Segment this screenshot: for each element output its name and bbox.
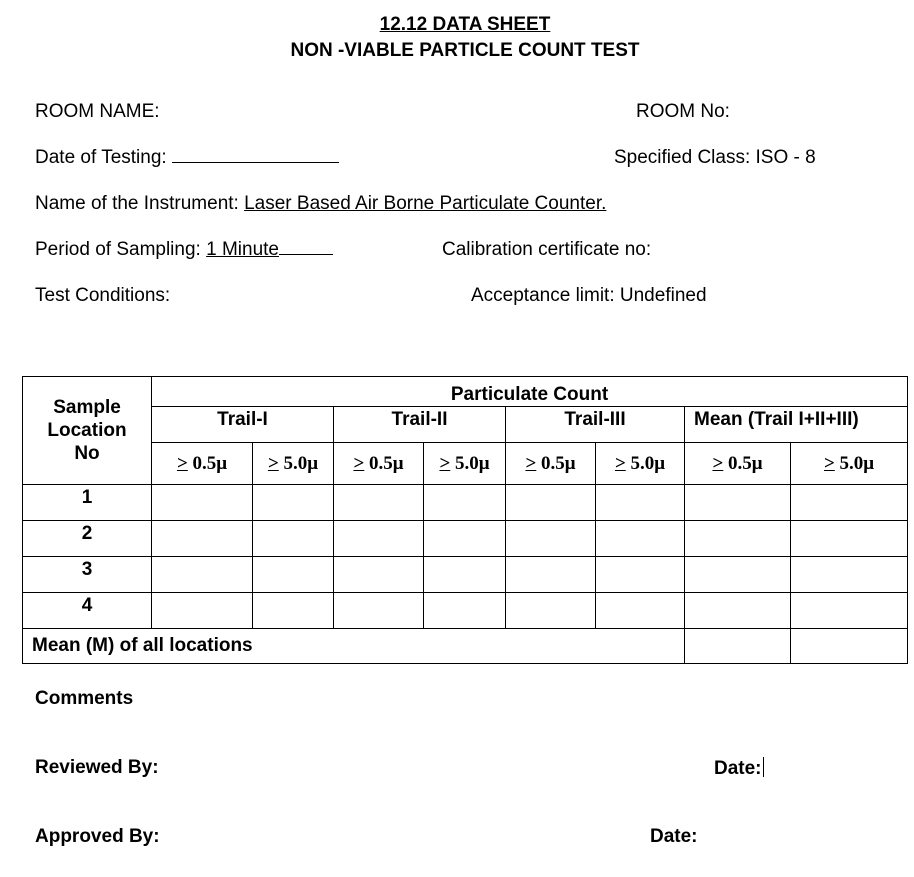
trail-2-size-50: > 5.0μ [424,443,506,485]
count-cell[interactable] [506,521,596,557]
review-date-field[interactable] [714,757,764,780]
calibration-label: Calibration certificate no: [442,239,652,260]
acceptance-limit-label: Acceptance limit: Undefined [471,285,707,306]
location-number: 4 [23,593,152,629]
review-date-label: Date: [714,758,762,779]
count-cell[interactable] [424,485,506,521]
count-cell[interactable] [685,521,791,557]
count-cell[interactable] [596,521,685,557]
location-number: 1 [23,485,152,521]
count-cell[interactable] [791,557,908,593]
count-cell[interactable] [685,593,791,629]
document-subtitle: NON -VIABLE PARTICLE COUNT TEST [290,40,640,61]
count-cell[interactable] [506,557,596,593]
date-of-testing-field [35,147,339,169]
comments-label: Comments [35,688,134,709]
particulate-count-header: Particulate Count [152,377,908,407]
count-cell[interactable] [685,557,791,593]
count-cell[interactable] [791,521,908,557]
document-title: 12.12 DATA SHEET [379,14,551,35]
reviewed-by-label: Reviewed By: [35,757,159,778]
text-cursor [763,757,764,777]
count-cell[interactable] [596,485,685,521]
mean-cell[interactable] [685,629,791,664]
specified-class-field [614,147,816,169]
room-name-label: ROOM NAME: [35,101,160,122]
table-row [23,521,908,557]
count-cell[interactable] [424,557,506,593]
count-cell[interactable] [152,485,253,521]
mean-size-05: > 0.5μ [685,443,791,485]
location-number: 3 [23,557,152,593]
mean-trail-header: Mean (Trail I+II+III) [685,407,908,443]
count-cell[interactable] [334,521,424,557]
trail-3-size-50: > 5.0μ [596,443,685,485]
period-of-sampling-label: Period of Sampling: [35,239,201,260]
count-cell[interactable] [791,593,908,629]
period-of-sampling-blank[interactable] [279,254,333,255]
count-cell[interactable] [152,593,253,629]
count-cell[interactable] [334,593,424,629]
mean-row [23,629,908,664]
period-of-sampling-field [35,239,333,261]
table-row [23,557,908,593]
particle-count-table [22,376,908,664]
sample-location-header: Sample Location No [23,377,152,485]
period-of-sampling-value: 1 Minute [206,239,279,260]
trail-3-header: Trail-III [506,407,685,443]
count-cell[interactable] [506,485,596,521]
trail-2-header: Trail-II [334,407,506,443]
count-cell[interactable] [152,557,253,593]
count-cell[interactable] [253,521,334,557]
specified-class-label: Specified Class [614,147,745,168]
table-row [23,485,908,521]
date-of-testing-blank[interactable] [172,162,339,163]
mean-row-label: Mean (M) of all locations [23,629,685,664]
trail-3-size-05: > 0.5μ [506,443,596,485]
count-cell[interactable] [424,593,506,629]
room-no-label: ROOM No: [636,101,730,122]
mean-size-50: > 5.0μ [791,443,908,485]
count-cell[interactable] [685,485,791,521]
date-of-testing-label: Date of Testing: [35,147,167,168]
mean-cell[interactable] [791,629,908,664]
instrument-field [35,193,606,215]
instrument-value: Laser Based Air Borne Particulate Counter. [244,193,607,214]
count-cell[interactable] [253,593,334,629]
count-cell[interactable] [253,557,334,593]
table-row [23,593,908,629]
trail-1-size-05: > 0.5μ [152,443,253,485]
count-cell[interactable] [596,557,685,593]
approved-by-label: Approved By: [35,826,160,847]
test-conditions-label: Test Conditions: [35,285,171,306]
count-cell[interactable] [506,593,596,629]
count-cell[interactable] [596,593,685,629]
trail-1-header: Trail-I [152,407,334,443]
instrument-label: Name of the Instrument: [35,193,239,214]
count-cell[interactable] [253,485,334,521]
location-number: 2 [23,521,152,557]
count-cell[interactable] [152,521,253,557]
specified-class-value: : ISO - 8 [744,147,816,168]
approval-date-label: Date: [650,826,698,847]
count-cell[interactable] [334,557,424,593]
count-cell[interactable] [334,485,424,521]
count-cell[interactable] [424,521,506,557]
trail-1-size-50: > 5.0μ [253,443,334,485]
count-cell[interactable] [791,485,908,521]
trail-2-size-05: > 0.5μ [334,443,424,485]
